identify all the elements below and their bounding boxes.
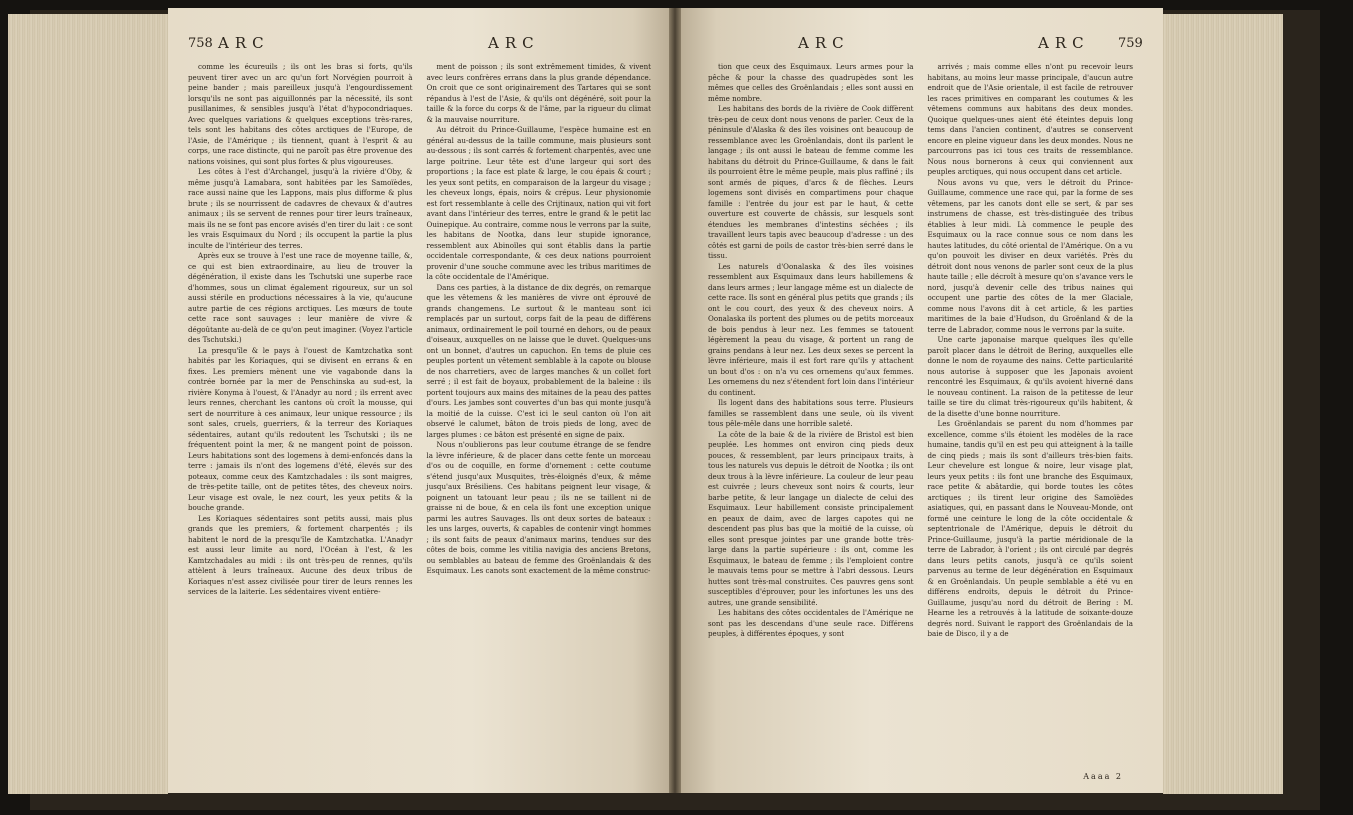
- paragraph: Nous n'oublierons pas leur coutume étrange de se fendre la lèvre inférieure, & de placer dans cette fente un morceau d'os ou de coquille, en forme d'ornement : cette coutume s'étend jusqu'aux Musquites, très-éloignés d'eux, & même jusqu'aux Brésiliens. Ces habitans peignent leur visage, & poignent un tatouant leur peau ; ils ne se taillent ni de graisse ni de boue, & en cela ils font une exception unique parmi les autres Sauvages. Ils ont deux sortes de bateaux : les uns larges, ouverts, & capables de contenir vingt hommes ; ils sont faits de peaux d'animaux marins, tendues sur des côtes de bois, comme les vitilia navigia des anciens Bretons, ou semblables au bateau de femme des Groënlandais & des Esquimaux. Les canots sont exactement de la même construc-: [426, 440, 651, 575]
- running-head: ARC: [1038, 34, 1090, 52]
- paragraph: Les côtes à l'est d'Archangel, jusqu'à la rivière d'Oby, & même jusqu'à Lamabara, sont habitées par les Samoïèdes, race aussi naine que les Lappons, mais plus difforme & plus brute ; ils se nourrissent de cadavres de chevaux & d'autres animaux ; ils se servent de rennes pour tirer leurs traîneaux, mais ils ne se font pas encore avisés d'en tirer du lait : ce sont les vrais Esquimaux du Nord ; ils occupent la partie la plus inculte de l'intérieur des terres.: [188, 167, 413, 250]
- paragraph: Les Groënlandais se parent du nom d'hommes par excellence, comme s'ils étoient les modèles de la race humaine, tandis qu'il en est peu qui atteignent à la taille de cinq pieds ; mais ils sont d'ailleurs très-bien faits. Leur chevelure est longue & noire, leur visage plat, leurs yeux petits : ils font une branche des Esquimaux, race petite & abâtardie, qui borde toutes les côtes arctiques ; ils tirent leur origine des Samoïèdes asiatiques, qui, en passant dans le Nouveau-Monde, ont formé une ceinture le long de la côte occidentale & septentrionale de l'Amérique, depuis le détroit du Prince-Guillaume, jusqu'à la partie méridionale de la terre de Labrador, à l'orient ; ils ont circulé par degrés dans leurs petits canots, jusqu'à ce qu'ils soient parvenus au terme de leur dégénération en Esquimaux & en Groënlandais. Un peuple semblable a été vu en différens endroits, depuis le détroit du Prince-Guillaume, jusqu'au nord du détroit de Bering : M. Hearne les a retrouvés à la latitude de soixante-douze degrés nord. Suivant le rapport des Groënlandais de la baie de Disco, il y a de: [927, 419, 1133, 638]
- paragraph: ment de poisson ; ils sont extrêmement timides, & vivent avec leurs confrères errans dans la plus grande dépendance. On croit que ce sont originairement des Tartares qui se sont répandus à l'est de l'Asie, & qu'ils ont dégénéré, soit pour la taille & la force du corps & de l'âme, par la rigueur du climat & la mauvaise nourriture.: [426, 62, 651, 124]
- page-number: 758: [188, 36, 213, 51]
- running-head: ARC: [218, 34, 270, 52]
- paragraph: Les habitans des côtes occidentales de l'Amérique ne sont pas les descendans d'une seule race. Différens peuples, à différentes époques, y sont: [708, 608, 914, 638]
- paragraph: Les naturels d'Oonalaska & des îles voisines ressemblent aux Esquimaux dans leurs habillemens & dans leurs armes ; leur langage même est un dialecte de cette race. Ils sont en général plus petits que grands ; ils ont le cou court, des yeux & des cheveux noirs. A Oonalaska ils portent des plumes ou de petits morceaux de bois pendus à leur nez. Les femmes se tatouent légèrement la peau du visage, & portent un rang de grains pendans à leur nez. Les deux sexes se percent la lèvre inférieure, mais il est fort rare qu'ils y attachent un bout d'os : on n'a vu ces ornemens qu'aux femmes. Les ornemens du nez s'étendent fort loin dans l'intérieur du continent.: [708, 261, 914, 397]
- text-column-1: [188, 62, 413, 598]
- paragraph: Après eux se trouve à l'est une race de moyenne taille, &, ce qui est bien extraordinaire, au lieu de trouver la dégénération, il existe dans les Tschutski une superbe race d'hommes, sous un climat également rigoureux, sur un sol aussi stérile en productions nécessaires à la vie, qu'aucune autre partie de ces régions arctiques. Les mœurs de toute cette race sont sauvages : leur manière de vivre & dégoûtante au-delà de ce qu'on peut imaginer. (Voyez l'article des Tschutski.): [188, 251, 413, 344]
- paragraph: Nous avons vu que, vers le détroit du Prince-Guillaume, commence une race qui, par la forme de ses vêtemens, par les canots dont elle se sert, & par ses instrumens de chasse, est très-distinguée des tribus établies à leur midi. Là commence le peuple des Esquimaux ou la race connue sous ce nom dans les hautes latitudes, du côté oriental de l'Amérique. On a vu qu'on pouvoit les diviser en deux variétés. Près du détroit dont nous venons de parler sont ceux de la plus haute taille ; elle décroît à mesure qu'on s'avance vers le nord, jusqu'à devenir celle des tribus naines qui occupent une partie des côtes de la mer Glaciale, comme nous l'avons dit à cet article, & les parties maritimes de la baie d'Hudson, du Groënland & de la terre de Labrador, comme nous le verrons par la suite.: [927, 177, 1133, 334]
- paragraph: Ils logent dans des habitations sous terre. Plusieurs familles se rassemblent dans une seule, où ils vivent tous pêle-mêle dans une horrible saleté.: [708, 398, 914, 428]
- running-head: ARC: [798, 34, 850, 52]
- paragraph: tion que ceux des Esquimaux. Leurs armes pour la pêche & pour la chasse des quadrupèdes sont les mêmes que celles des Groënlandais ; elles sont aussi en même nombre.: [708, 62, 914, 103]
- page-edges-right: [1163, 14, 1283, 794]
- left-page-header: [188, 34, 651, 56]
- signature-mark: Aaaa 2: [1083, 772, 1123, 781]
- paragraph: La côte de la baie & de la rivière de Bristol est bien peuplée. Les hommes ont environ cinq pieds deux pouces, & ressemblent, par leurs principaux traits, à tous les naturels vus depuis le détroit de Nootka ; ils ont deux trous à la lèvre inférieure. La couleur de leur peau est cuivrée ; leurs cheveux sont noirs & courts, leur barbe petite, & leur langage un dialecte de celui des Esquimaux. Leur habillement consiste principalement en peaux de daim, avec de larges capotes qui ne descendent pas plus bas que la moitié de la cuisse, où elles sont presque jointes par une grande botte très-large dans la partie supérieure : ils ont, comme les Esquimaux, le bateau de femme ; ils l'emploient contre le mauvais tems pour se mettre à l'abri dessous. Leurs huttes sont très-mal construites. Ces pauvres gens sont susceptibles d'éprouver, pour les infortunes les uns des autres, une grande sensibilité.: [708, 429, 914, 607]
- paragraph: Les habitans des bords de la rivière de Cook diffèrent très-peu de ceux dont nous venons de parler. Ceux de la péninsule d'Alaska & des îles voisines ont beaucoup de ressemblance avec les Groënlandais, dont ils parlent le langage ; ils ont aussi le bateau de femme comme les habitans du détroit du Prince-Guillaume, & dans le fait ils pourroient être le même peuple, mais plus raffiné ; ils sont armés de piques, d'arcs & de flèches. Leurs logemens sont divisés en compartimens pour chaque famille : l'entrée du jour est par le haut, & cette ouverture est couverte de châssis, sur lesquels sont étendues les membranes d'intestins séchées ; ils travaillent leurs tapis avec beaucoup d'adresse : un des côtés est garni de poils de castor très-bien serré dans le tissu.: [708, 104, 914, 260]
- right-page-header: [708, 34, 1143, 56]
- paragraph: Les Koriaques sédentaires sont petits aussi, mais plus grands que les premiers, & fortement charpentés ; ils habitent le nord de la presqu'île de Kamtzchatka. L'Anadyr est aussi leur limite au nord, l'Océan à l'est, & les Kamtzchadales au midi : ils ont très-peu de rennes, qu'ils attèlent à leurs traîneaux. Aucune des deux tribus de Koriaques n'est assez civilisée pour tirer de leurs rennes les services de la laiterie. Les sédentaires vivent entière-: [188, 513, 413, 596]
- paragraph: Une carte japonaise marque quelques îles qu'elle paroît placer dans le détroit de Bering, auxquelles elle donne le nom de royaume des nains. Cette particularité nous autorise à supposer que les Japonais avoient rencontré les Esquimaux, & qu'ils avoient hiverné dans le nouveau continent. La raison de la petitesse de leur taille se tire du climat très-rigoureux qu'ils habitent, & de la disette d'une bonne nourriture.: [927, 335, 1133, 418]
- book-gutter: [669, 8, 681, 793]
- paragraph: La presqu'île & le pays à l'ouest de Kamtzchatka sont habités par les Koriaques, qui se divisent en errans & en fixes. Les premiers mènent une vie vagabonde dans la contrée bornée par la mer de Penschinska au sud-est, la rivière Konyma à l'ouest, & l'Anadyr au nord ; ils errent avec leurs rennes, cherchant les cantons où croît la mousse, qui sert de nourriture à ces animaux, leur unique ressource ; ils sont sales, cruels, guerriers, & la terreur des Koriaques sédentaires, autant qu'ils redoutent les Tschutski ; ils ne fréquentent point la mer, & ne mangent point de poisson. Leurs habitations sont des logemens à demi-enfoncés dans la terre : jamais ils n'ont des logemens d'été, élevés sur des poteaux, comme ceux des Kamtzchadales : ils sont maigres, de très-petite taille, ont de petites têtes, des cheveux noirs. Leur visage est ovale, le nez court, les yeux petits & la bouche grande.: [188, 345, 413, 512]
- text-column-1: [708, 62, 914, 640]
- right-page: [678, 8, 1163, 793]
- page-number: 759: [1118, 36, 1143, 51]
- text-column-2: [928, 62, 1134, 640]
- page-edges-left: [8, 14, 168, 794]
- paragraph: Au détroit du Prince-Guillaume, l'espèce humaine est en général au-dessus de la taille commune, mais plusieurs sont au-dessous ; ils sont carrés & fortement charpentés, avec une large poitrine. Leur tête est d'une largeur qui sort des proportions ; la face est plate & large, le cou épais & court ; les yeux sont petits, en comparaison de la largeur du visage ; les cheveux longs, épais, noirs & crépus. Leur physionomie est fort ressemblante à celle des Crijtinaux, nation qui vit fort avant dans l'intérieur des terres, entre le grand & le petit lac Ouinepique. Au contraire, comme nous le verrons par la suite, les habitans de Nootka, dans leur stupide ignorance, ressemblent aux Abinoïles qui sont établis dans la partie occidentale correspondante, & ces deux nations pourroient provenir d'une souche commune avec les tribus maritimes de la côte occidentale de l'Amérique.: [426, 125, 651, 281]
- paragraph: arrivés ; mais comme elles n'ont pu recevoir leurs habitans, au moins leur masse principale, d'aucun autre endroit que de l'Asie orientale, il est facile de retrouver les races primitives en comparant les coutumes & les vêtemens communs aux habitans des deux mondes. Quoique quelques-unes aient été éteintes depuis long tems dans l'ancien continent, d'autres se conservent encore en pleine vigueur dans les deux mondes. Nous ne parcourrons pas ici tous ces traits de ressemblance. Nous nous bornerons à ceux qui conviennent aux peuples arctiques, qui nous occupent dans cet article.: [927, 62, 1133, 176]
- left-page: [168, 8, 673, 793]
- paragraph: comme les écureuils ; ils ont les bras si forts, qu'ils peuvent tirer avec un arc qu'un fort Norvégien pourroit à peine bander ; mais pareilleux jusqu'à l'engourdissement lorsqu'ils ne sont pas aiguillonnés par la nécessité, ils sont pusillanimes, & sensibles jusqu'à l'état d'hypocondriaques. Avec quelques variations & quelques exceptions très-rares, tels sont les habitans des côtes arctiques de l'Europe, de l'Asie, de l'Amérique ; ils tiennent, quant à l'esprit & au corps, une race distincte, qui ne paroît pas être provenue des nations voisines, qui sont plus fortes & plus vigoureuses.: [188, 62, 413, 166]
- running-head: ARC: [488, 34, 540, 52]
- paragraph: Dans ces parties, à la distance de dix degrés, on remarque que les vêtemens & les manières de vivre ont éprouvé de grands changemens. Le surtout & le manteau sont ici remplacés par un surtout, corps fait de la peau de différens animaux, ordinairement le poil tourné en dehors, ou de peaux d'oiseaux, auxquelles on ne laisse que le duvet. Quelques-uns ont un bonnet, d'autres un capuchon. En tems de pluie ces peuples portent un vêtement semblable à la capote ou blouse de nos charretiers, avec de larges manches & un collet fort serré ; il est fait de boyaux, probablement de la baleine : ils portent toujours aux mains des mitaines de la peau des pattes d'ours. Les jambes sont couvertes d'un bas qui monte jusqu'à la moitié de la cuisse. C'est ici le seul canton où l'on ait observé le calumet, bâton de trois pieds de long, avec de larges plumes : ce bâton est présenté en signe de paix.: [426, 282, 651, 439]
- text-column-2: [427, 62, 652, 598]
